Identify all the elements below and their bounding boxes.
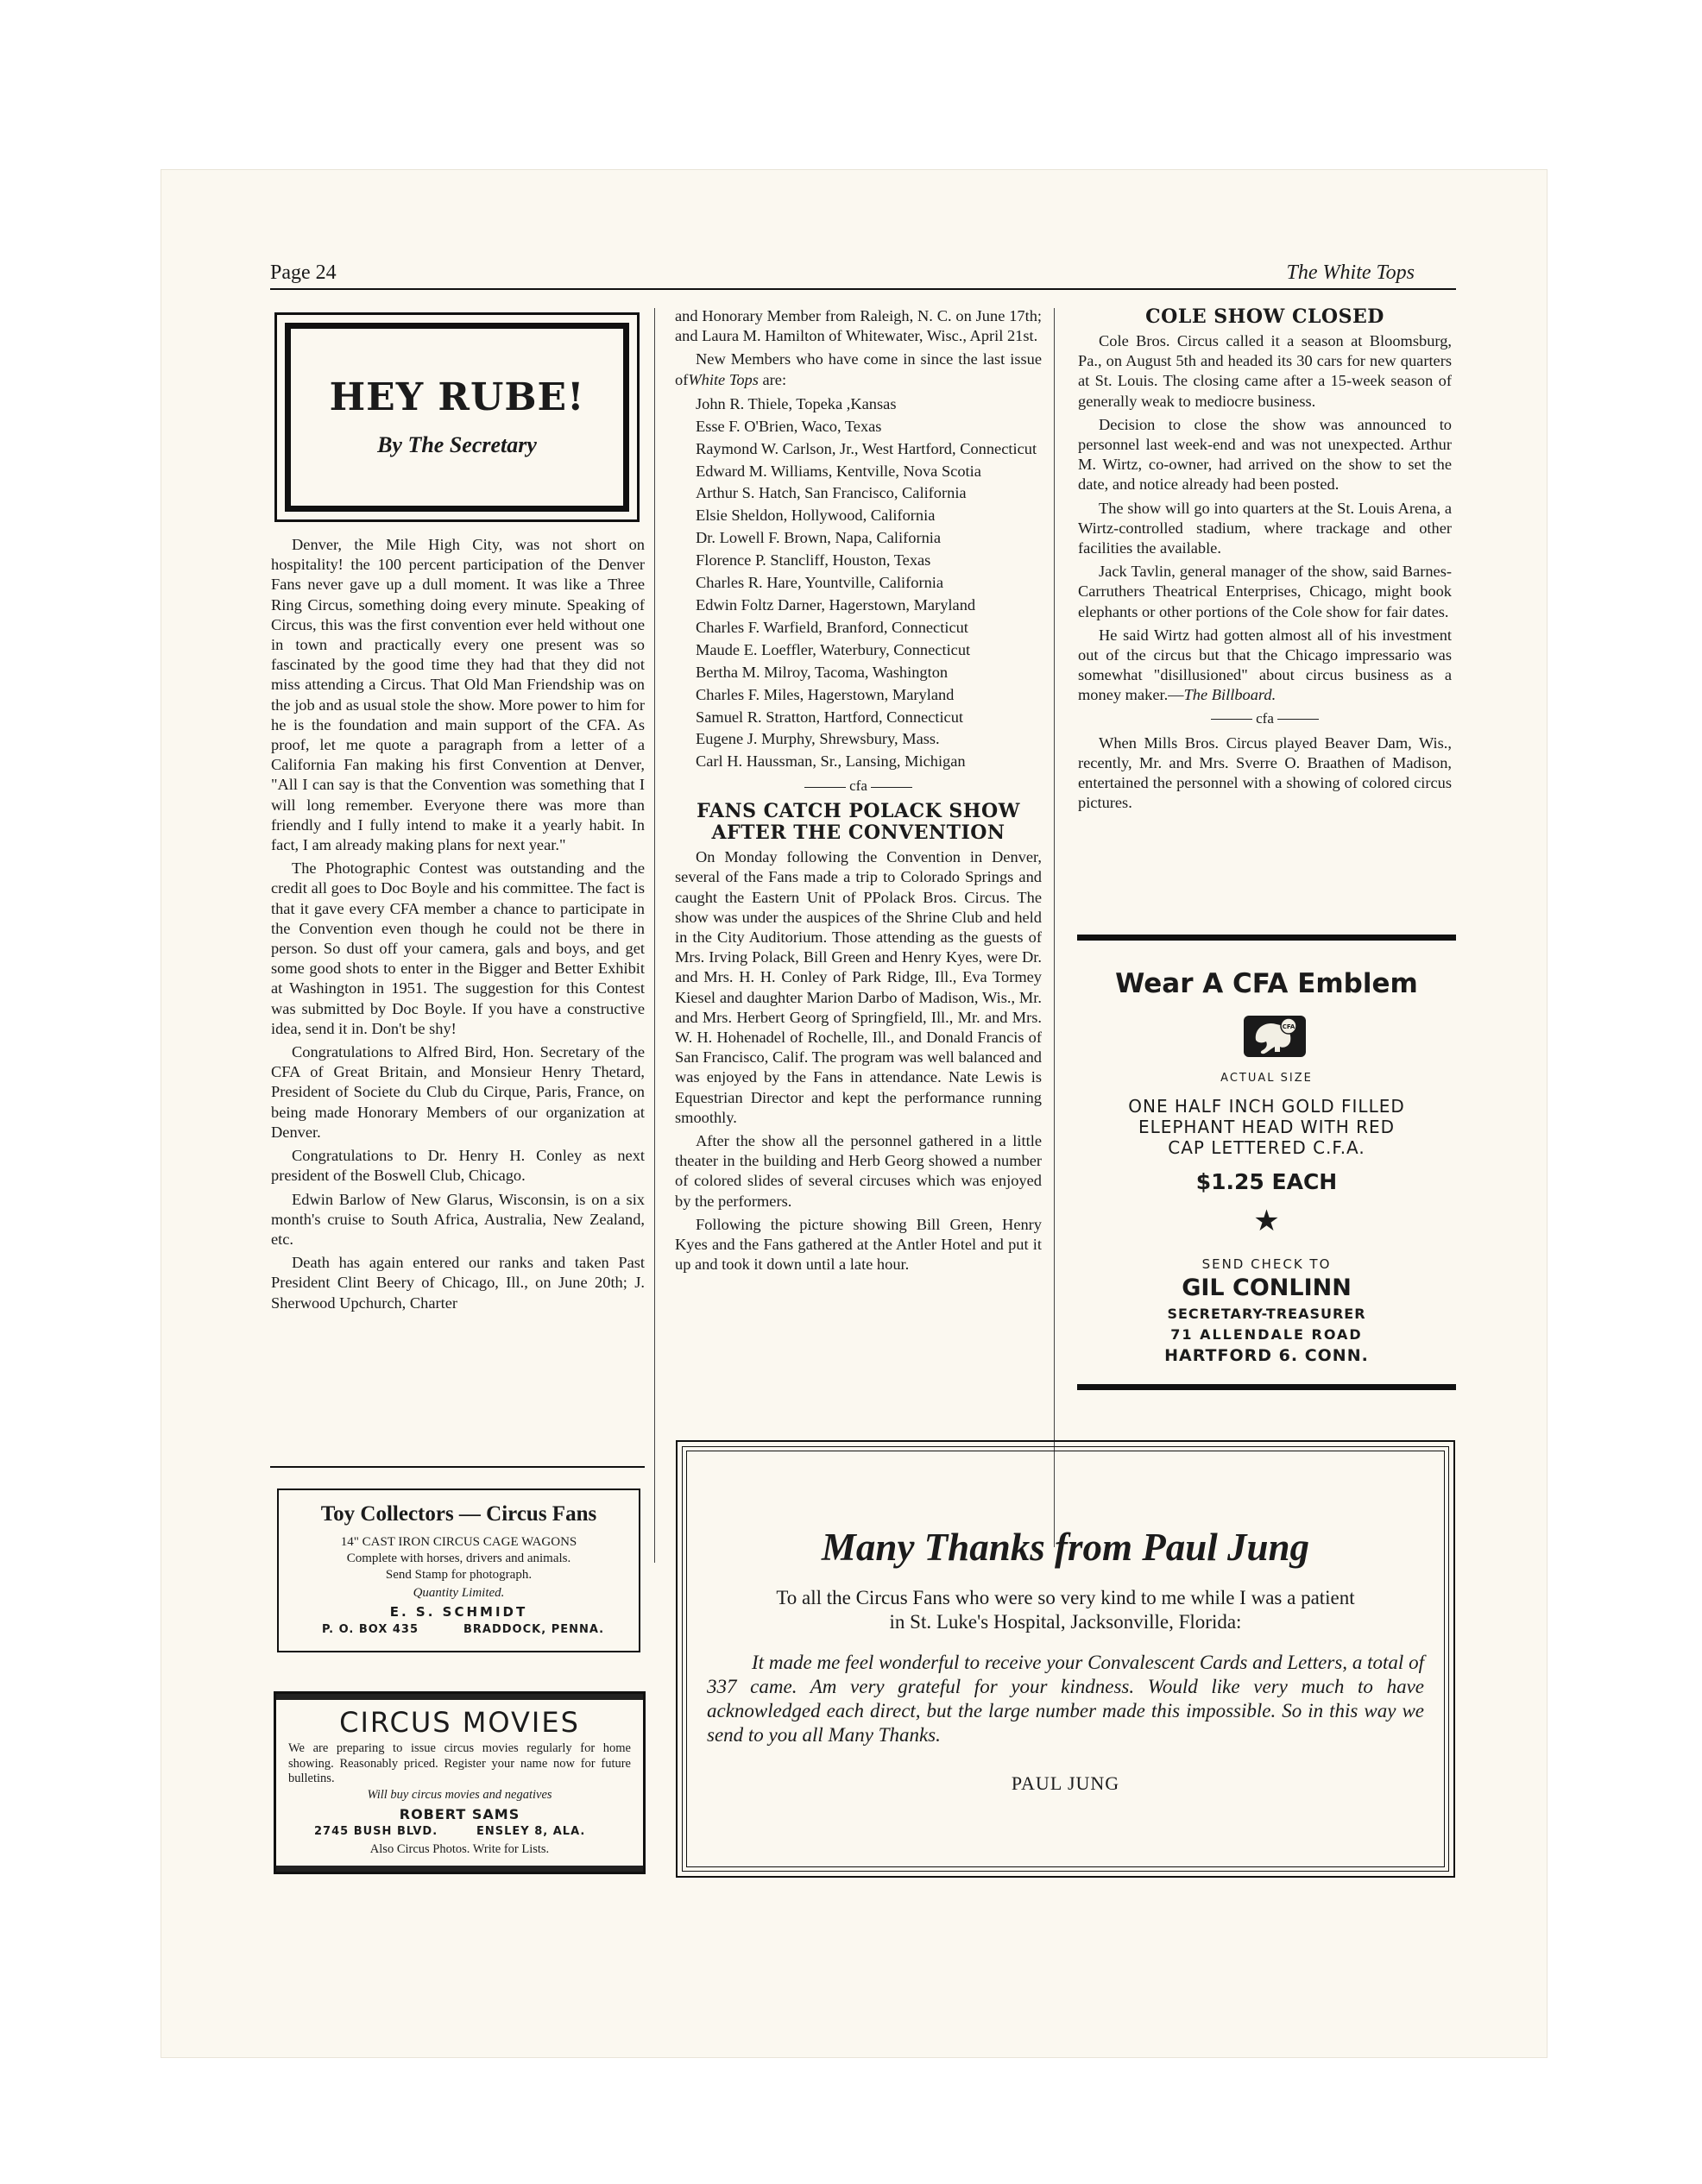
hey-rube-article (271, 535, 645, 1317)
hey-rube-continuation: and Honorary Member from Raleigh, N. C. on June 17th; and Laura M. Hamilton of Whitewater, Wisc., April 21st. (675, 307, 1042, 345)
toy-ad-line: Send Stamp for photograph. (385, 1568, 533, 1582)
polack-paragraph: Following the picture showing Bill Green, Henry Kyes and the Fans gathered at the Antler Hotel and put it up and took it down until a late hour. (675, 1215, 1042, 1274)
list-item: Samuel R. Stratton, Hartford, Connecticut (696, 708, 964, 726)
list-item: Charles F. Miles, Hagerstown, Maryland (696, 685, 955, 703)
polack-paragraph: After the show all the personnel gathered in a little theater in the building and Herb Georg showed a number of colored slides of several circuses which was enjoyed by the performers. (675, 1132, 1042, 1210)
movies-ad-photos: Also Circus Photos. Write for Lists. (369, 1842, 550, 1856)
movies-ad-top-band (276, 1694, 643, 1700)
emblem-cap-letters: CFA (1282, 1023, 1295, 1030)
movies-ad-title: CIRCUS MOVIES (339, 1706, 580, 1739)
hey-rube-paragraph: Congratulations to Dr. Henry H. Conley as next president of the Boswell Club, Chicago. (271, 1147, 645, 1185)
cole-paragraph: The show will go into quarters at the St. Louis Arena, a Wirtz-controlled stadium, where trackage and other facilities the available. (1078, 499, 1452, 557)
list-item: Maude E. Loeffler, Waterbury, Connecticut (696, 640, 971, 658)
toy-ad-title: Toy Collectors — Circus Fans (320, 1502, 597, 1526)
polack-headline-line-2: AFTER THE CONVENTION (711, 821, 1005, 845)
list-item: Dr. Lowell F. Brown, Napa, California (696, 529, 942, 547)
page-number: Page 24 (270, 261, 337, 284)
emblem-description: CAP LETTERED C.F.A. (1168, 1137, 1365, 1158)
cole-paragraph (1078, 626, 1452, 706)
movies-ad-body: We are preparing to issue circus movies regularly for home showing. Reasonably priced. Register your name now for future bulletins. (288, 1741, 631, 1785)
publication-title: The White Tops (1286, 261, 1415, 284)
list-item: Arthur S. Hatch, San Francisco, California (696, 484, 967, 502)
left-column-rule (270, 1466, 645, 1468)
cfa-separator: cfa (1078, 709, 1452, 728)
emblem-ad-bottom-rule (1077, 1384, 1456, 1390)
circus-movies-ad (274, 1691, 646, 1874)
list-item: Charles F. Warfield, Branford, Connecticut (696, 618, 968, 636)
star-icon: ★ (1253, 1204, 1280, 1238)
emblem-contact-street: 71 ALLENDALE ROAD (1170, 1326, 1363, 1343)
movies-ad-name: ROBERT SAMS (399, 1806, 520, 1822)
new-members-intro-publication: White Tops (688, 370, 759, 388)
elephant-emblem-icon (1242, 1014, 1308, 1059)
new-members-intro-text: New Members who have come in since the last issue of (675, 350, 1042, 388)
toy-ad-line: 14" CAST IRON CIRCUS CAGE WAGONS (340, 1535, 577, 1549)
hey-rube-paragraph: Edwin Barlow of New Glarus, Wisconsin, is on a six month's cruise to South Africa, Australia, New Zealand, etc. (271, 1190, 645, 1248)
emblem-contact-role: SECRETARY-TREASURER (1167, 1306, 1366, 1322)
movies-ad-wanted: Will buy circus movies and negatives (367, 1788, 552, 1802)
toy-ad-line: Complete with horses, drivers and animals. (346, 1551, 571, 1565)
new-members-intro (675, 349, 1042, 389)
emblem-contact-city: HARTFORD 6. CONN. (1164, 1346, 1369, 1365)
thanks-title: Many Thanks from Paul Jung (821, 1526, 1310, 1569)
hey-rube-box (274, 312, 640, 522)
list-item: John R. Thiele, Topeka ,Kansas (696, 394, 897, 412)
list-item: Raymond W. Carlson, Jr., West Hartford, Connecticut (696, 439, 1037, 457)
magazine-page (161, 170, 1547, 2057)
emblem-ad-title: Wear A CFA Emblem (1115, 968, 1418, 999)
emblem-ad-top-rule (1077, 935, 1456, 941)
mills-paragraph: When Mills Bros. Circus played Beaver Dam, Wis., recently, Mr. and Mrs. Sverre O. Braathen of Madison, entertained the personnel with a showing of colored circus pictures. (1078, 733, 1452, 812)
emblem-contact-name: GIL CONLINN (1182, 1275, 1352, 1301)
toy-collectors-ad (277, 1489, 640, 1652)
hey-rube-byline: By The Secretary (377, 432, 537, 457)
cfa-separator: cfa (675, 777, 1042, 796)
thanks-body: It made me feel wonderful to receive your Convalescent Cards and Letters, a total of 337 came. Am very grateful for your kindness. Would like very much to have acknowledged each direct, but the large number made this impossible. So in this way we send to you all Many Thanks. (707, 1652, 1424, 1746)
column-rule-right (1054, 308, 1055, 1547)
cole-quote-text: He said Wirtz had gotten almost all of his investment out of the circus but that the Chicago impressario was somewhat "disillusioned" about circus business as a money maker.— (1078, 626, 1452, 704)
polack-headline-line-1: FANS CATCH POLACK SHOW (697, 800, 1020, 823)
hey-rube-title: HEY RUBE! (329, 375, 585, 419)
toy-ad-line: Quantity Limited. (413, 1586, 505, 1600)
hey-rube-paragraph: The Photographic Contest was outstanding and the credit all goes to Doc Boyle and his committee. The fact is that it gave every CFA member a chance to participate in the Convention even though he could not be there in person. So dust off your camera, gals and boys, and get some good shots to enter in the Bigger and Better Exhibit at Washington in 1951. The suggestion for this Contest was submitted by Doc Boyle. If you have a constructive idea, send it in. Don't be shy! (271, 859, 645, 1037)
right-column (1078, 306, 1452, 816)
movies-ad-street: 2745 BUSH BLVD. (314, 1825, 438, 1838)
hey-rube-paragraph: Denver, the Mile High City, was not short on hospitality! the 100 percent participation of the Denver Fans never gave up a dull moment. It was like a Three Ring Circus, something doing every minute. Speaking of Circus, this was the first convention ever held without one in town and practically every one present was so fascinated by the good time they had that they did not miss attending a Circus. That Old Man Friendship was on the job and as usual stole the show. More power to him for he is the foundation and main support of the CFA. As proof, let me quote a paragraph from a letter of a California Fan making his first Convention at Denver, "All I can say is that the Convention was something that I will long remember. Everyone there was more than friendly and I fully intend to make it a yearly habit. In fact, I am already making plans for next year." (271, 536, 645, 854)
list-item: Carl H. Haussman, Sr., Lansing, Michigan (696, 752, 966, 771)
paul-jung-thanks-box (676, 1440, 1455, 1878)
list-item: Esse F. O'Brien, Waco, Texas (696, 417, 882, 435)
polack-paragraph: On Monday following the Convention in Denver, several of the Fans made a trip to Colorado Springs and caught the Eastern Unit of PPolack Bros. Circus. The show was under the auspices of the Shrine Club and held in the City Auditorium. Those attending as the guests of Mrs. Irving Polack, Bill Green and Henry Kyes, were Dr. and Mrs. H. H. Conley of Park Ridge, Ill., Eva Tormey Kiesel and daughter Marion Darbo of Madison, Wis., Mr. and Mrs. Herbert Georg of Springfield, Ill., Mr. and Mrs. W. H. Hohenadel of Rochelle, Ill., and Donald Francis of San Francisco, Calif. The program was well balanced and was enjoyed by the Fans in attendance. Nate Lewis is Equestrian Director and kept the performance running smoothly. (675, 848, 1042, 1126)
new-members-intro-end: are: (758, 370, 787, 388)
list-item: Edwin Foltz Darner, Hagerstown, Maryland (696, 595, 976, 614)
cole-headline: COLE SHOW CLOSED (1145, 305, 1384, 328)
movies-ad-city: ENSLEY 8, ALA. (476, 1825, 586, 1838)
cole-paragraph: Cole Bros. Circus called it a season at Bloomsburg, Pa., on August 5th and headed its 30 cars for new quarters at St. Louis. The closing came after a 15-week season of generally weak to mediocre business. (1078, 332, 1452, 410)
list-item: Edward M. Williams, Kentville, Nova Scotia (696, 462, 981, 480)
cole-paragraph: Jack Tavlin, general manager of the show, said Barnes-Carruthers Theatrical Enterprises, Chicago, might book elephants or other portions of the Cole show for fair dates. (1078, 563, 1452, 620)
cole-paragraph: Decision to close the show was announced to personnel last week-end and was not unexpected. Arthur M. Wirtz, co-owner, had arrived on the show to set the date, and notice already had been posted. (1078, 415, 1452, 494)
emblem-description: ONE HALF INCH GOLD FILLED (1128, 1096, 1405, 1117)
list-item: Florence P. Stancliff, Houston, Texas (696, 551, 931, 570)
column-rule-left (654, 308, 655, 1563)
emblem-description: ELEPHANT HEAD WITH RED (1138, 1117, 1396, 1137)
list-item: Charles R. Hare, Yountville, California (696, 574, 944, 592)
thanks-intro: in St. Luke's Hospital, Jacksonville, Florida: (889, 1611, 1242, 1633)
middle-column (675, 306, 1042, 1278)
hey-rube-paragraph: Congratulations to Alfred Bird, Hon. Secretary of the CFA of Great Britain, and Monsieur Henry Thetard, President of Societe du Club du Cirque, Paris, France, on being made Honorary Members of our organization at Denver. (271, 1043, 645, 1141)
thanks-signature: PAUL JUNG (1011, 1772, 1120, 1794)
thanks-intro: To all the Circus Fans who were so very kind to me while I was a patient (776, 1587, 1355, 1608)
list-item: Eugene J. Murphy, Shrewsbury, Mass. (696, 730, 940, 748)
emblem-price: $1.25 EACH (1195, 1169, 1338, 1194)
emblem-send-check: SEND CHECK TO (1201, 1256, 1332, 1272)
list-item: Elsie Sheldon, Hollywood, California (696, 507, 936, 525)
movies-ad-bottom-band (276, 1866, 643, 1872)
list-item: Bertha M. Milroy, Tacoma, Washington (696, 663, 949, 681)
cole-quote-source: The Billboard. (1183, 686, 1276, 704)
toy-ad-name: E. S. SCHMIDT (389, 1604, 528, 1620)
new-members-list (675, 393, 1042, 773)
hey-rube-paragraph: Death has again entered our ranks and taken Past President Clint Beery of Chicago, Ill., on June 20th; J. Sherwood Upchurch, Charter (271, 1254, 645, 1312)
header-rule (270, 288, 1456, 290)
toy-ad-city: BRADDOCK, PENNA. (463, 1623, 605, 1636)
emblem-actual-size: ACTUAL SIZE (1220, 1072, 1313, 1085)
toy-ad-po-box: P. O. BOX 435 (322, 1623, 419, 1636)
